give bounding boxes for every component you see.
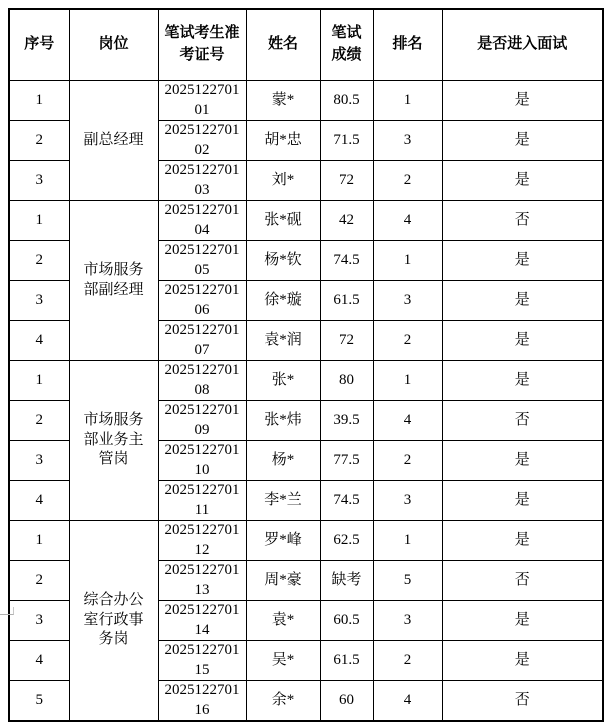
cell-name: 蒙* — [246, 81, 320, 121]
cell-serial: 4 — [9, 481, 69, 521]
cell-ticket: 202512270103 — [158, 161, 246, 201]
cell-serial: 3 — [9, 161, 69, 201]
cell-rank: 1 — [373, 81, 442, 121]
table-row — [9, 521, 603, 561]
cell-ticket: 202512270114 — [158, 601, 246, 641]
cell-name: 张*砚 — [246, 201, 320, 241]
cell-rank: 2 — [373, 441, 442, 481]
cell-name: 张* — [246, 361, 320, 401]
cell-score: 42 — [320, 201, 373, 241]
cell-rank: 2 — [373, 641, 442, 681]
cell-score: 77.5 — [320, 441, 373, 481]
cell-interview: 是 — [442, 441, 603, 481]
cell-score: 74.5 — [320, 241, 373, 281]
cell-position: 市场服务部副经理 — [69, 201, 158, 361]
cell-ticket: 202512270110 — [158, 441, 246, 481]
cell-name: 胡*忠 — [246, 121, 320, 161]
cell-rank: 1 — [373, 521, 442, 561]
cell-position: 市场服务部业务主管岗 — [69, 361, 158, 521]
cell-ticket: 202512270101 — [158, 81, 246, 121]
cell-rank: 2 — [373, 321, 442, 361]
cell-name: 杨* — [246, 441, 320, 481]
cell-ticket: 202512270113 — [158, 561, 246, 601]
cell-score: 60 — [320, 681, 373, 722]
cell-serial: 2 — [9, 561, 69, 601]
cell-rank: 4 — [373, 681, 442, 722]
cell-score: 80.5 — [320, 81, 373, 121]
col-header-position: 岗位 — [69, 9, 158, 81]
cell-score: 62.5 — [320, 521, 373, 561]
table-row — [9, 81, 603, 121]
cell-score: 缺考 — [320, 561, 373, 601]
cell-interview: 否 — [442, 681, 603, 722]
header-row — [9, 9, 603, 81]
cell-serial: 1 — [9, 201, 69, 241]
cell-name: 刘* — [246, 161, 320, 201]
cell-score: 71.5 — [320, 121, 373, 161]
cell-name: 杨*钦 — [246, 241, 320, 281]
cell-interview: 否 — [442, 561, 603, 601]
cell-interview: 是 — [442, 321, 603, 361]
cell-rank: 4 — [373, 201, 442, 241]
cell-name: 张*炜 — [246, 401, 320, 441]
cell-interview: 是 — [442, 241, 603, 281]
cell-interview: 是 — [442, 641, 603, 681]
cell-serial: 2 — [9, 401, 69, 441]
cell-position: 副总经理 — [69, 81, 158, 201]
cell-serial: 3 — [9, 281, 69, 321]
cell-score: 72 — [320, 321, 373, 361]
col-header-name: 姓名 — [246, 9, 320, 81]
cell-interview: 是 — [442, 281, 603, 321]
cell-serial: 5 — [9, 681, 69, 722]
cell-interview: 是 — [442, 121, 603, 161]
cell-score: 39.5 — [320, 401, 373, 441]
cell-ticket: 202512270111 — [158, 481, 246, 521]
cell-rank: 3 — [373, 601, 442, 641]
cell-ticket: 202512270105 — [158, 241, 246, 281]
cell-rank: 3 — [373, 121, 442, 161]
cell-ticket: 202512270115 — [158, 641, 246, 681]
cell-interview: 是 — [442, 81, 603, 121]
cell-rank: 3 — [373, 481, 442, 521]
cell-rank: 5 — [373, 561, 442, 601]
cell-name: 周*豪 — [246, 561, 320, 601]
cell-score: 60.5 — [320, 601, 373, 641]
cell-name: 余* — [246, 681, 320, 722]
cell-serial: 4 — [9, 641, 69, 681]
cell-rank: 4 — [373, 401, 442, 441]
cell-score: 61.5 — [320, 641, 373, 681]
table-row — [9, 201, 603, 241]
cell-name: 袁* — [246, 601, 320, 641]
cell-rank: 2 — [373, 161, 442, 201]
cell-ticket: 202512270102 — [158, 121, 246, 161]
cell-ticket: 202512270109 — [158, 401, 246, 441]
cell-name: 罗*峰 — [246, 521, 320, 561]
cell-serial: 3 — [9, 601, 69, 641]
cell-position: 综合办公室行政事务岗 — [69, 521, 158, 722]
cell-score: 72 — [320, 161, 373, 201]
col-header-ticket: 笔试考生准考证号 — [158, 9, 246, 81]
cell-interview: 是 — [442, 481, 603, 521]
cell-rank: 1 — [373, 241, 442, 281]
cell-ticket: 202512270112 — [158, 521, 246, 561]
cell-ticket: 202512270108 — [158, 361, 246, 401]
cell-serial: 1 — [9, 81, 69, 121]
cell-name: 徐*璇 — [246, 281, 320, 321]
cell-ticket: 202512270107 — [158, 321, 246, 361]
cell-rank: 1 — [373, 361, 442, 401]
cell-interview: 是 — [442, 361, 603, 401]
cell-serial: 3 — [9, 441, 69, 481]
cell-interview: 否 — [442, 201, 603, 241]
cell-name: 吴* — [246, 641, 320, 681]
cell-serial: 2 — [9, 121, 69, 161]
cell-interview: 是 — [442, 521, 603, 561]
cell-name: 李*兰 — [246, 481, 320, 521]
col-header-score: 笔试成绩 — [320, 9, 373, 81]
col-header-serial: 序号 — [9, 9, 69, 81]
col-header-interview: 是否进入面试 — [442, 9, 603, 81]
cell-ticket: 202512270106 — [158, 281, 246, 321]
cell-interview: 否 — [442, 401, 603, 441]
cell-score: 61.5 — [320, 281, 373, 321]
cell-interview: 是 — [442, 161, 603, 201]
table-row — [9, 361, 603, 401]
cell-serial: 4 — [9, 321, 69, 361]
cell-ticket: 202512270116 — [158, 681, 246, 722]
cell-serial: 2 — [9, 241, 69, 281]
exam-results-table — [8, 8, 604, 722]
col-header-rank: 排名 — [373, 9, 442, 81]
cell-ticket: 202512270104 — [158, 201, 246, 241]
cell-name: 袁*润 — [246, 321, 320, 361]
cell-rank: 3 — [373, 281, 442, 321]
cell-serial: 1 — [9, 521, 69, 561]
cell-serial: 1 — [9, 361, 69, 401]
cell-score: 74.5 — [320, 481, 373, 521]
cell-score: 80 — [320, 361, 373, 401]
cell-interview: 是 — [442, 601, 603, 641]
